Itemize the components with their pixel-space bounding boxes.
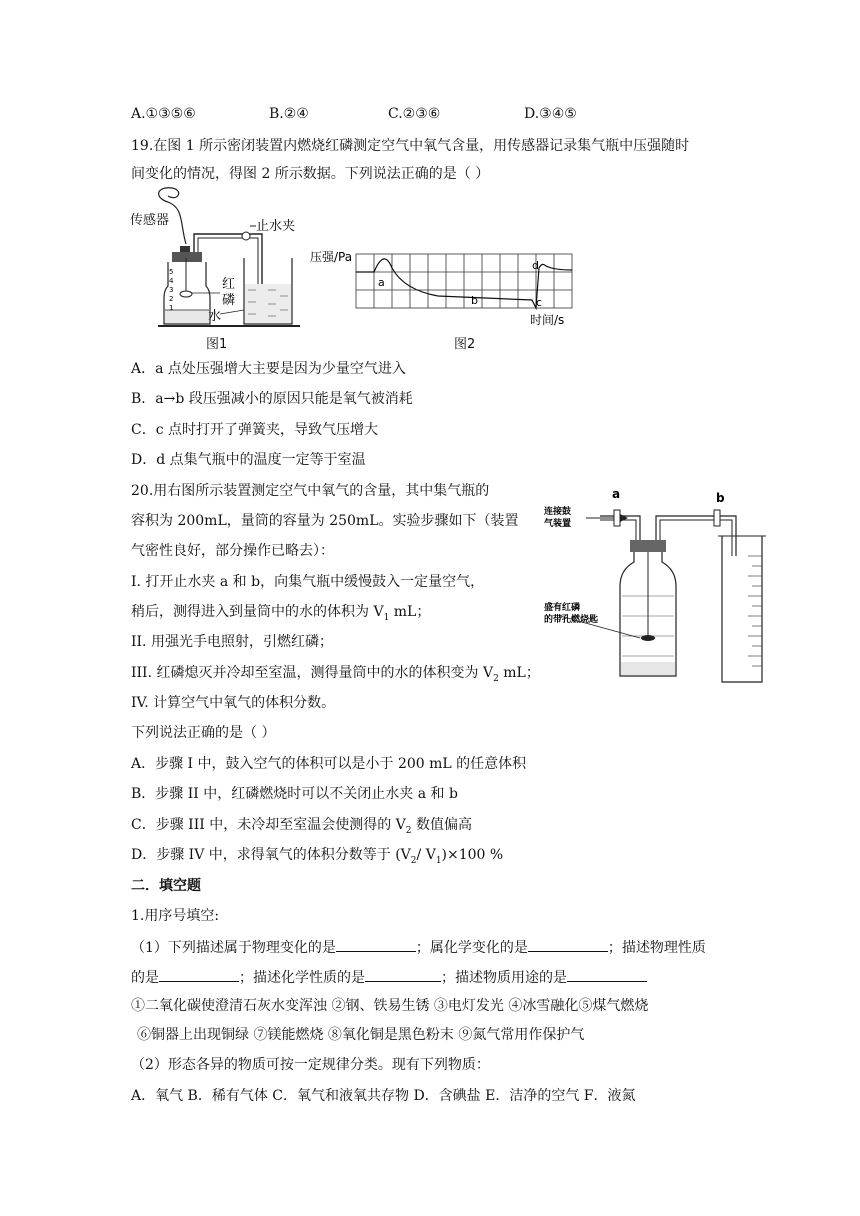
sensor-label: 传感器 <box>130 213 170 228</box>
q20-option-d: D．步骤 IV 中，求得氧气的体积分数等于 ($V_2/$ $V_1)\times 100$ % <box>131 847 504 866</box>
svg-text:b: b <box>716 491 725 505</box>
answer-blank-chemical-property[interactable] <box>365 966 441 982</box>
svg-text:盛有红磷: 盛有红磷 <box>544 603 581 613</box>
section2-items-line2: ⑥铜器上出现铜绿 ⑦镁能燃烧 ⑧氧化铜是黑色粉末 ⑨氮气常用作保护气 <box>137 1027 585 1043</box>
answer-blank-physical-property[interactable] <box>159 966 239 982</box>
section2-q1-part1-line2: 的是 ；描述化学性质的是 ；描述物质用途的是 <box>131 966 647 988</box>
section2-q1: 1.用序号填空: <box>131 908 220 924</box>
answer-blank-usage[interactable] <box>567 966 647 982</box>
section2-q1-part2: （2）形态各异的物质可按一定规律分类。现有下列物质： <box>131 1057 490 1073</box>
svg-text:1: 1 <box>169 304 174 312</box>
q20-option-a: A．步骤 I 中，鼓入空气的体积可以是小于 200 mL 的任意体积 <box>131 756 527 772</box>
svg-text:止水夹: 止水夹 <box>256 219 296 234</box>
answer-blank-chemical-change[interactable] <box>528 936 608 952</box>
q19-option-b: B．a→b 段压强减小的原因只能是氧气被消耗 <box>131 391 413 407</box>
q20-step1-line2: 稍后，测得进入到量筒中的水的体积为 $V_1$ mL； <box>131 604 431 623</box>
q20-step2: II. 用强光手电照射，引燃红磷； <box>131 634 333 650</box>
q20-step4: IV. 计算空气中氧气的体积分数。 <box>131 695 336 711</box>
combustion-spoon-20 <box>641 635 655 641</box>
q20-step1-line1: I. 打开止水夹 a 和 b，向集气瓶中缓慢鼓入一定量空气， <box>131 574 485 590</box>
q20-stem-line2: 容积为 200mL，量筒的容量为 250mL。实验步骤如下（装置 <box>131 513 519 529</box>
svg-text:a: a <box>612 487 621 501</box>
svg-text:气装置: 气装置 <box>544 519 572 529</box>
clamp-a <box>614 510 620 526</box>
q19-stem-line2: 间变化的情况，得图 2 所示数据。下列说法正确的是（ ） <box>131 166 490 182</box>
svg-text:5: 5 <box>169 268 174 276</box>
graph-ylabel: 压强/Pa <box>310 250 353 264</box>
q20-stem-line1: 20.用右图所示装置测定空气中氧气的含量，其中集气瓶的 <box>131 483 490 499</box>
svg-text:4: 4 <box>169 277 174 285</box>
answer-blank-physical-change[interactable] <box>336 936 416 952</box>
q19-figure1-apparatus <box>128 186 308 328</box>
svg-text:红: 红 <box>222 277 236 292</box>
q19-option-a: A．a 点处压强增大主要是因为少量空气进入 <box>131 361 406 377</box>
q19-option-c: C．c 点时打开了弹簧夹，导致气压增大 <box>131 422 379 438</box>
svg-text:磷: 磷 <box>222 293 236 308</box>
q19-figure2-pressure-graph <box>308 244 578 332</box>
svg-text:3: 3 <box>169 286 174 294</box>
svg-text:c: c <box>536 296 543 309</box>
section2-items-line1: ①二氧化碳使澄清石灰水变浑浊 ②钢、铁易生锈 ③电灯发光 ④冰雪融化⑤煤气燃烧 <box>131 998 649 1014</box>
section2-q1-part1-line1: （1）下列描述属于物理变化的是 ；属化学变化的是 ；描述物理性质 <box>131 936 706 958</box>
q19-option-d: D．d 点集气瓶中的温度一定等于室温 <box>131 452 366 468</box>
graduated-cylinder <box>722 536 762 682</box>
svg-text:a: a <box>378 276 385 289</box>
q20-option-b: B．步骤 II 中，红磷燃烧时可以不关闭止水夹 a 和 b <box>131 786 458 802</box>
bottle-stopper-20 <box>630 540 666 552</box>
svg-text:连接鼓: 连接鼓 <box>544 507 572 517</box>
q20-step3: III. 红磷熄灭并冷却至室温，测得量筒中的水的体积变为 $V_2$ mL； <box>131 665 540 684</box>
water-clamp <box>242 232 250 240</box>
q20-question: 下列说法正确的是（ ） <box>131 725 276 741</box>
svg-text:2: 2 <box>169 295 174 303</box>
q20-option-c: C．步骤 III 中，未冷却至室温会使测得的 $V_2$ 数值偏高 <box>131 817 472 836</box>
svg-text:d: d <box>532 259 539 272</box>
svg-text:水: 水 <box>208 309 222 324</box>
section2-q1-part2-items: A．氧气 B．稀有气体 C．氧气和液氧共存物 D．含碘盐 E．洁净的空气 F．液氮 <box>131 1088 636 1104</box>
graph-xlabel: 时间/s <box>530 313 565 327</box>
bottle-stopper <box>172 252 202 262</box>
q18-option-d: D.③④⑤ <box>524 106 577 122</box>
svg-text:b: b <box>471 294 478 307</box>
section2-title: 二．填空题 <box>131 878 201 894</box>
q19-stem-line1: 19.在图 1 所示密闭装置内燃烧红磷测定空气中氧气含量，用传感器记录集气瓶中压强随时 <box>131 138 690 154</box>
q20-stem-line3: 气密性良好，部分操作已略去）： <box>131 543 334 559</box>
combustion-spoon <box>180 291 192 297</box>
q18-option-a: A.①③⑤⑥ <box>131 106 196 122</box>
q18-option-b: B.②④ <box>269 106 309 122</box>
q20-figure-apparatus <box>540 486 780 686</box>
q18-option-c: C.②③⑥ <box>388 106 441 122</box>
figure2-caption: 图2 <box>454 337 476 352</box>
svg-text:的带孔燃烧匙: 的带孔燃烧匙 <box>544 615 599 625</box>
figure1-caption: 图1 <box>206 337 228 352</box>
clamp-b <box>714 510 720 526</box>
